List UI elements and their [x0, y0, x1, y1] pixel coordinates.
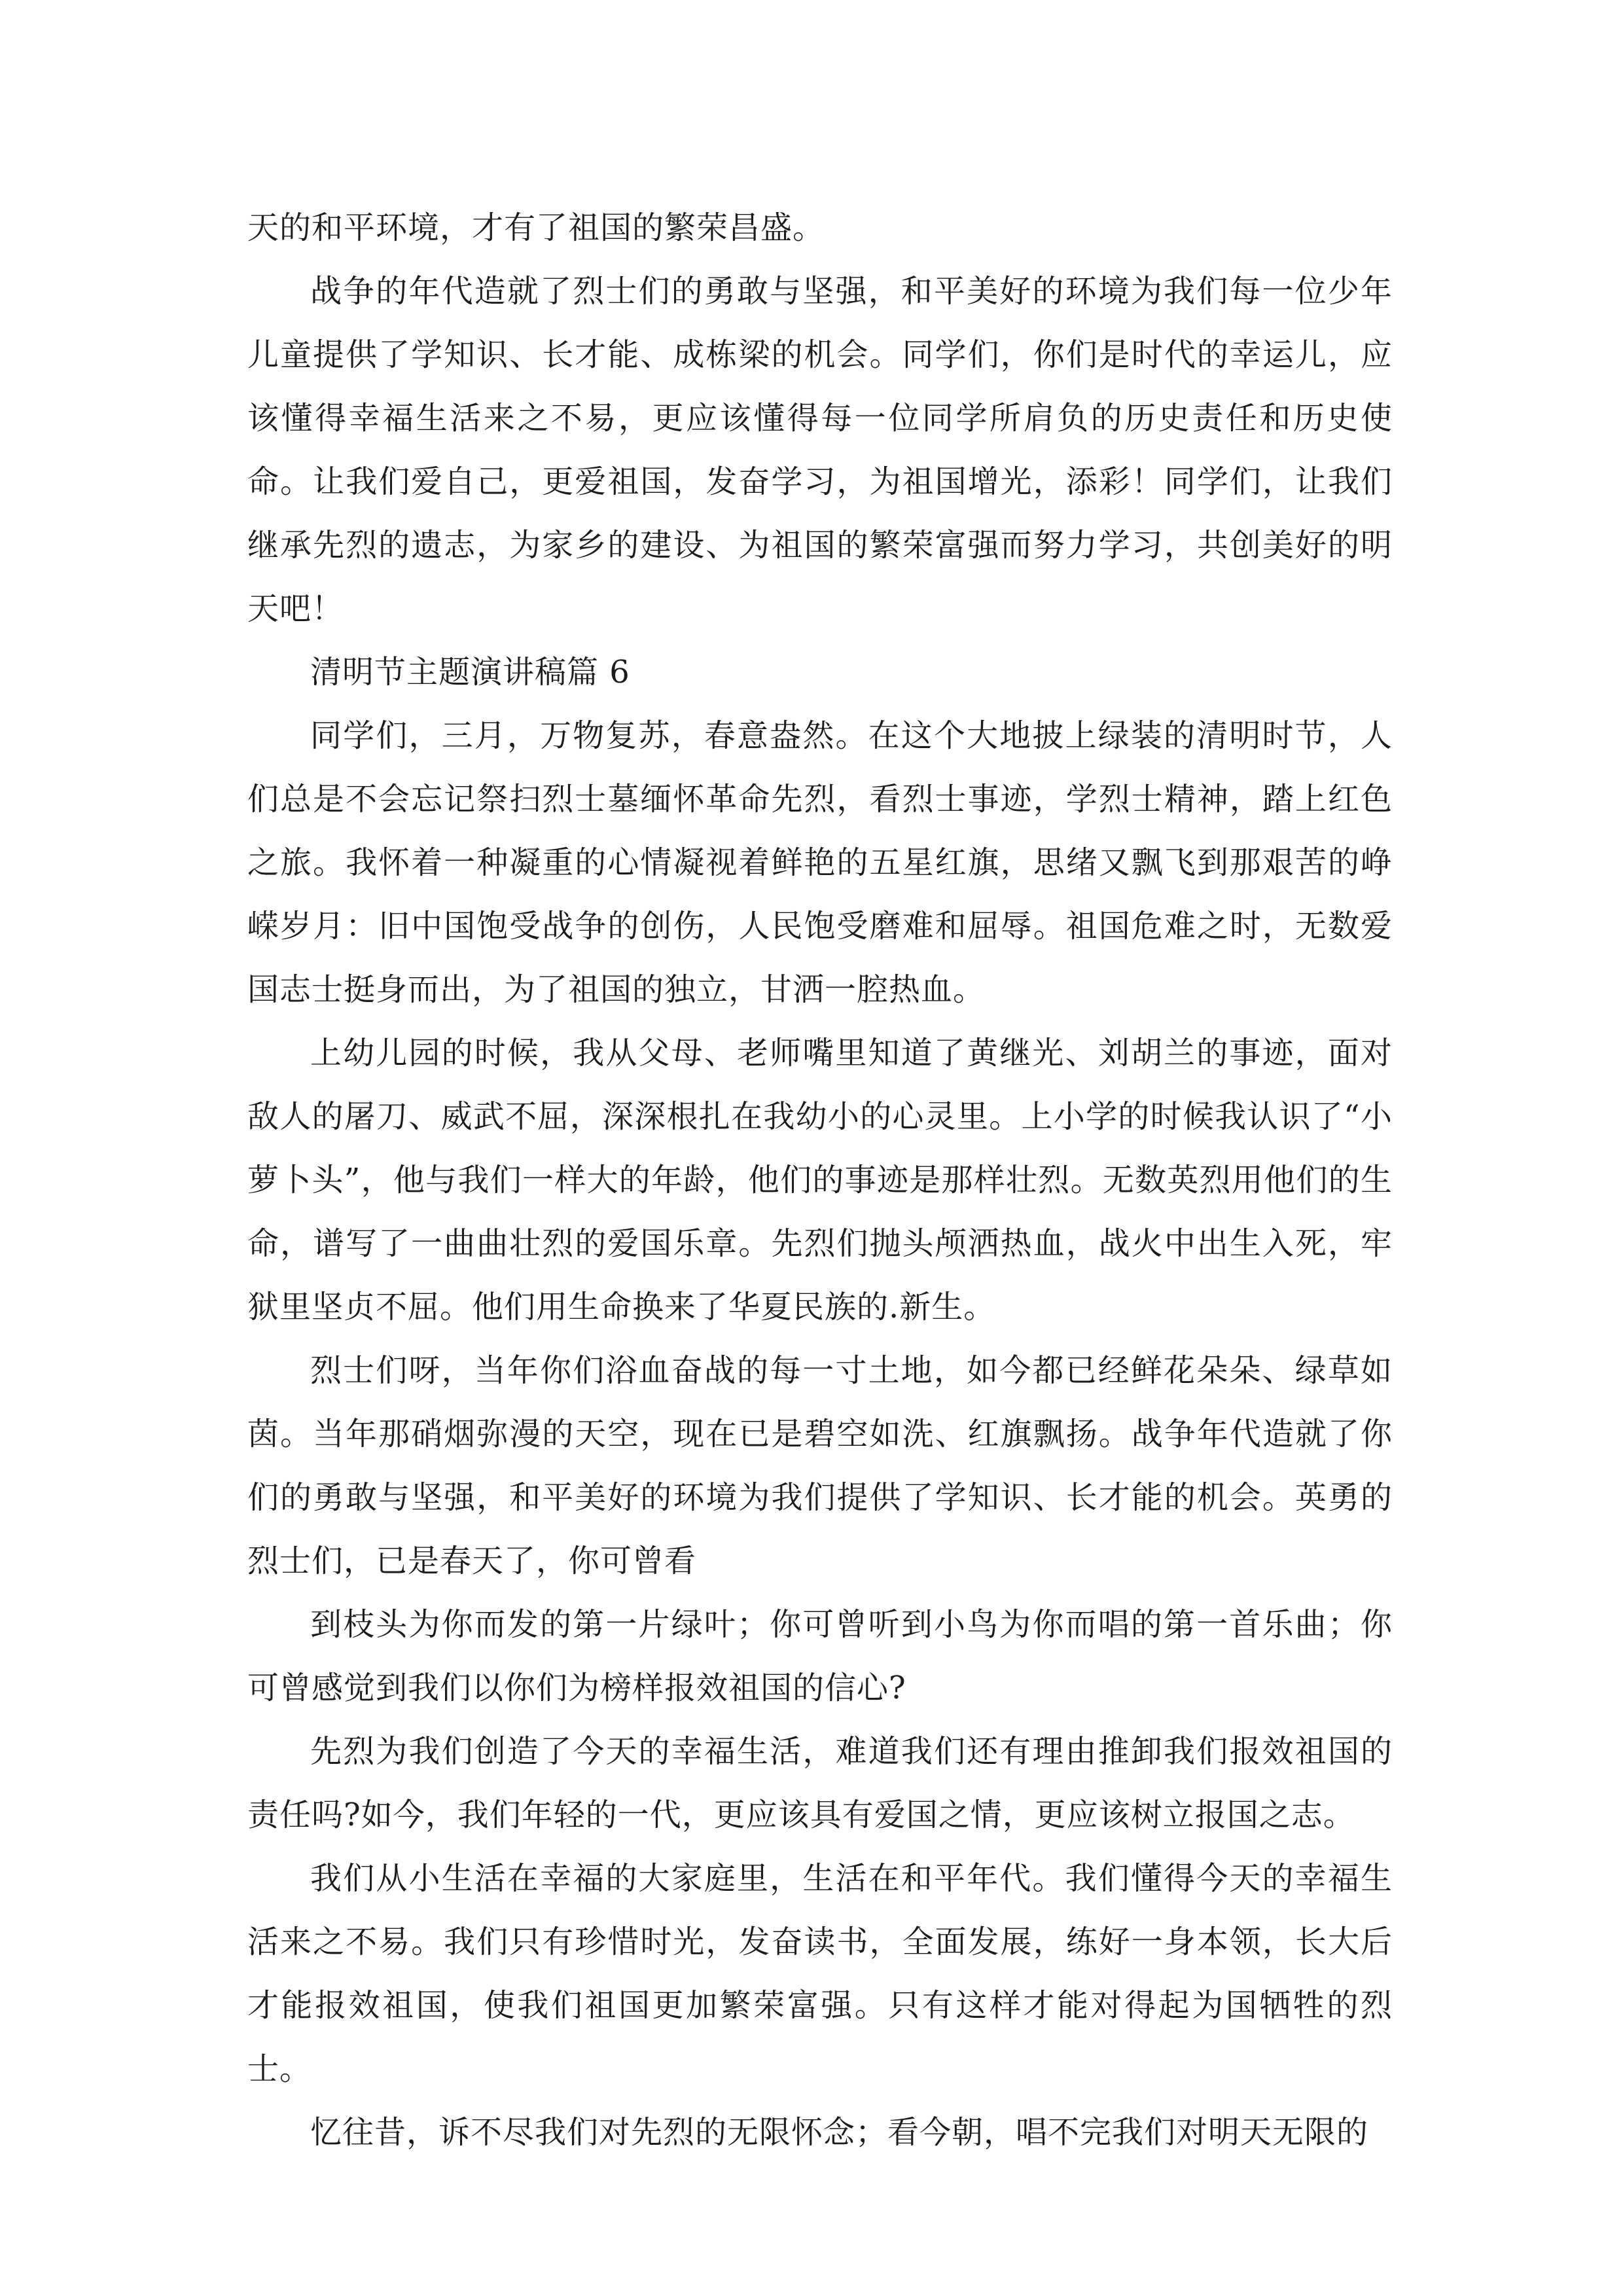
paragraph-continued: 天的和平环境，才有了祖国的繁荣昌盛。 — [247, 209, 825, 246]
paragraph: 战争的年代造就了烈士们的勇敢与坚强，和平美好的环境为我们每一位少年儿童提供了学知识、长才能、成栋梁的机会。同学们，你们是时代的幸运儿，应该懂得幸福生活来之不易，更应该懂得每一位同学所肩负的历史责任和历史使命。让我们爱自己，更爱祖国，发奋学习，为祖国增光，添彩！同学们，让我们继承先烈的遗志，为家乡的建设、为祖国的繁荣富强而努力学习，共创美好的明天吧！ — [247, 273, 1393, 627]
paragraph: 先烈为我们创造了今天的幸福生活，难道我们还有理由推卸我们报效祖国的责任吗?如今，我们年轻的一代，更应该具有爱国之情，更应该树立报国之志。 — [247, 1733, 1393, 1833]
paragraph: 忆往昔，诉不尽我们对先烈的无限怀念；看今朝，唱不完我们对明天无限的 — [310, 2114, 1369, 2151]
paragraph: 我们从小生活在幸福的大家庭里，生活在和平年代。我们懂得今天的幸福生活来之不易。我们只有珍惜时光，发奋读书，全面发展，练好一身本领，长大后才能报效祖国，使我们祖国更加繁荣富强。只有这样才能对得起为国牺牲的烈士。 — [247, 1860, 1393, 2087]
paragraph: 到枝头为你而发的第一片绿叶；你可曾听到小鸟为你而唱的第一首乐曲；你可曾感觉到我们以你们为榜样报效祖国的信心? — [247, 1606, 1393, 1706]
paragraph: 烈士们呀，当年你们浴血奋战的每一寸土地，如今都已经鲜花朵朵、绿草如茵。当年那硝烟弥漫的天空，现在已是碧空如洗、红旗飘扬。战争年代造就了你们的勇敢与坚强，和平美好的环境为我们提供了学知识、长才能的机会。英勇的烈士们，已是春天了，你可曾看 — [247, 1352, 1393, 1579]
document-body — [247, 196, 1393, 2164]
paragraph: 上幼儿园的时候，我从父母、老师嘴里知道了黄继光、刘胡兰的事迹，面对敌人的屠刀、威武不屈，深深根扎在我幼小的心灵里。上小学的时候我认识了“小萝卜头”，他与我们一样大的年龄，他们的事迹是那样壮烈。无数英烈用他们的生命，谱写了一曲曲壮烈的爱国乐章。先烈们抛头颅洒热血，战火中出生入死，牢狱里坚贞不屈。他们用生命换来了华夏民族的.新生。 — [247, 1035, 1393, 1325]
section-heading: 清明节主题演讲稿篇 6 — [310, 654, 630, 691]
paragraph: 同学们，三月，万物复苏，春意盎然。在这个大地披上绿装的清明时节，人们总是不会忘记祭扫烈士墓缅怀革命先烈，看烈士事迹，学烈士精神，踏上红色之旅。我怀着一种凝重的心情凝视着鲜艳的五星红旗，思绪又飘飞到那艰苦的峥嵘岁月：旧中国饱受战争的创伤，人民饱受磨难和屈辱。祖国危难之时，无数爱国志士挺身而出，为了祖国的独立，甘洒一腔热血。 — [247, 717, 1393, 1008]
